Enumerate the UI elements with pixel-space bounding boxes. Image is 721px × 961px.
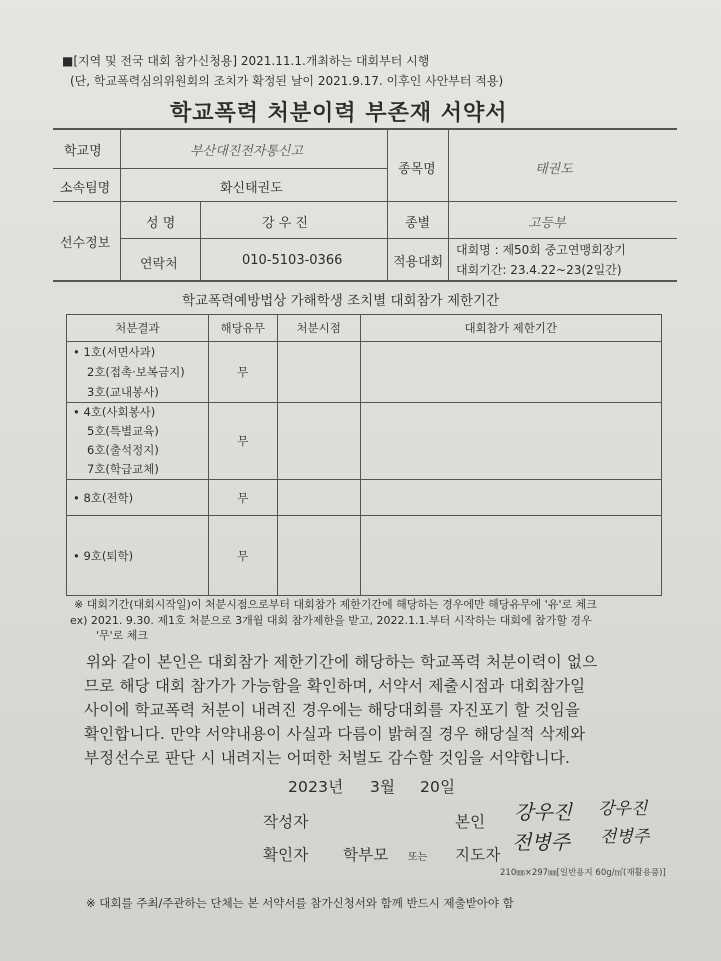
contact-label: 연락처 (140, 257, 178, 272)
contact-value: 010-5103-0366 (242, 253, 343, 268)
self-signature: 강우진 (514, 800, 572, 824)
name-value: 강 우 진 (262, 216, 308, 231)
category-label: 종별 (405, 216, 431, 231)
competition-label: 적용대회 (393, 255, 444, 270)
row-1-items: • 1호(서면사과) 2호(접촉·보복금지) 3호(교내봉사) (67, 342, 209, 403)
coach-signature-mark: 전병주 (600, 827, 650, 847)
self-label: 본인 (455, 813, 486, 831)
event-label: 종목명 (398, 162, 436, 177)
restriction-table (66, 314, 662, 596)
event-value: 태권도 (535, 162, 573, 177)
header-line-1: ■[지역 및 전국 대회 참가신청용] 2021.11.1.개최하는 대회부터 시행 (62, 54, 430, 68)
row-2-applicable: 무 (208, 403, 277, 480)
header-applicable: 해당유무 (208, 315, 277, 342)
or-label: 또는 (408, 852, 428, 863)
pledge-line-2: 므로 해당 대회 참가가 가능함을 확인하며, 서약서 제출시점과 대회참가일 (84, 677, 586, 695)
competition-name: 대회명 : 제50회 중고연맹회장기 (456, 243, 626, 257)
row-1-period (360, 342, 661, 403)
note-1: ※ 대회기간(대회시작일)이 처분시점으로부터 대회참가 제한기간에 해당하는 경우에만 해당유무에 '유'로 체크 (74, 598, 597, 611)
category-value: 고등부 (528, 216, 566, 231)
header-result: 처분결과 (67, 315, 209, 342)
row-2-items: • 4호(사회봉사) 5호(특별교육) 6호(출석정지) 7호(학급교체) (67, 403, 209, 480)
date-day: 20일 (420, 778, 456, 796)
team-label: 소속팀명 (60, 181, 111, 196)
coach-signature: 전병주 (512, 830, 570, 854)
pledge-line-3: 사이에 학교폭력 처분이 내려진 경우에는 해당대회를 자진포기 할 것임을 (84, 701, 581, 719)
row-3-applicable: 무 (208, 480, 277, 516)
header-line-2: (단, 학교폭력심의위원회의 조치가 확정된 날이 2021.9.17. 이후인 사안부터 적용) (70, 74, 504, 88)
pledge-line-4: 확인합니다. 만약 서약내용이 사실과 다름이 밝혀질 경우 해당실적 삭제와 (84, 725, 586, 743)
confirmer-label: 확인자 (263, 846, 309, 864)
row-4-period (360, 516, 661, 596)
row-1-applicable: 무 (208, 342, 277, 403)
row-4-applicable: 무 (208, 516, 277, 596)
row-4-time (277, 516, 360, 596)
parent-label: 학부모 (343, 846, 389, 864)
pledge-line-1: 위와 같이 본인은 대회참가 제한기간에 해당하는 학교폭력 처분이력이 없으 (86, 653, 598, 671)
competition-period: 대회기간: 23.4.22~23(2일간) (456, 263, 622, 277)
row-3-period (360, 480, 661, 516)
footer-note: ※ 대회를 주최/주관하는 단체는 본 서약서를 참가신청서와 함께 반드시 제출받아야 함 (86, 896, 514, 910)
document-title: 학교폭력 처분이력 부존재 서약서 (170, 101, 508, 126)
coach-label: 지도자 (455, 846, 501, 864)
row-2-time (277, 403, 360, 480)
player-label: 선수정보 (60, 236, 111, 251)
team-value: 화신태권도 (220, 181, 283, 196)
writer-label: 작성자 (263, 813, 309, 831)
note-2: ex) 2021. 9.30. 제1호 처분으로 3개월 대회 참가제한을 받고, 2022.1.1.부터 시작하는 대회에 참가할 경우 (70, 614, 592, 627)
row-3-items: • 8호(전학) (67, 480, 209, 516)
row-3-time (277, 480, 360, 516)
row-4-items: • 9호(퇴학) (67, 516, 209, 596)
date-year: 2023년 (288, 778, 344, 796)
school-label: 학교명 (64, 144, 102, 159)
row-1-time (277, 342, 360, 403)
pledge-line-5: 부정선수로 판단 시 내려지는 어떠한 처벌도 감수할 것임을 서약합니다. (84, 749, 571, 767)
restriction-title: 학교폭력예방법상 가해학생 조치별 대회참가 제한기간 (182, 293, 500, 309)
row-2-period (360, 403, 661, 480)
self-signature-mark: 강우진 (598, 799, 648, 819)
header-period: 대회참가 제한기간 (360, 315, 661, 342)
note-3: '무'로 체크 (96, 629, 149, 642)
name-label: 성 명 (146, 216, 176, 231)
paper-spec: 210㎜×297㎜[일반용지 60g/㎡(재활용품)] (500, 868, 666, 878)
date-month: 3월 (370, 778, 396, 796)
school-value: 부산대진전자통신고 (190, 144, 304, 159)
header-time: 처분시점 (277, 315, 360, 342)
